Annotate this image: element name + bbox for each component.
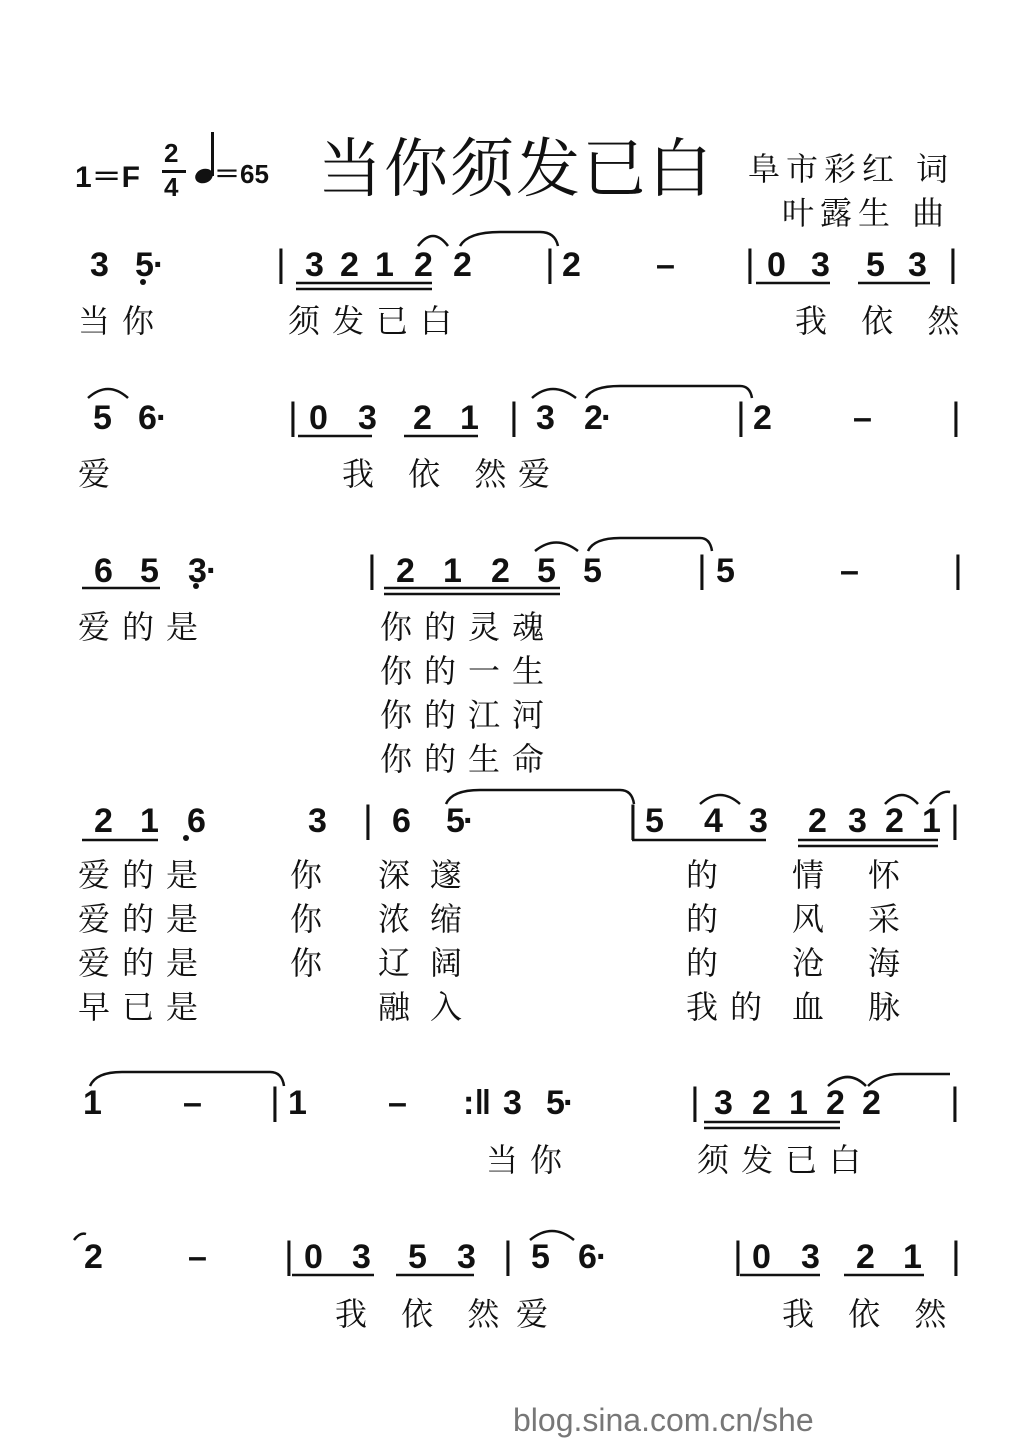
chorus-lyric-3-2: 辽 <box>378 944 423 982</box>
watermark: blog.sina.com.cn/she <box>513 1402 814 1438</box>
bar-line-r2-8: | <box>509 396 519 438</box>
chorus-lyric-4-0: 早已是 <box>78 988 211 1026</box>
tempo-marking: ＝65 <box>214 159 269 189</box>
note-r3-9: 5 <box>583 552 602 590</box>
note-r4-7: · <box>463 802 475 840</box>
note-r4-11: 3 <box>749 802 768 840</box>
note-r1-16: 3 <box>908 246 927 284</box>
note-r3-2: 3 <box>188 552 207 590</box>
note-r2-0: 5 <box>93 399 112 437</box>
note-r5-11: 2 <box>752 1084 771 1122</box>
note-r3-0: 6 <box>94 552 113 590</box>
note-r6-10: · <box>596 1238 608 1276</box>
note-r2-7: 1 <box>460 399 479 437</box>
note-r4-12: 2 <box>808 802 827 840</box>
note-r5-13: 2 <box>826 1084 845 1122</box>
chorus-lyric-2-5: 风 <box>792 900 837 938</box>
chorus-lyric-1-3: 邃 <box>430 856 475 894</box>
bar-line-r1-12: | <box>745 243 755 285</box>
note-r2-5: 3 <box>358 399 377 437</box>
note-r6-0: 2 <box>84 1238 103 1276</box>
bar-line-r2-12: | <box>736 396 746 438</box>
note-r1-0: 3 <box>90 246 109 284</box>
note-r5-4: – <box>388 1084 407 1122</box>
note-r1-15: 5 <box>866 246 885 284</box>
chorus-lyric-4-6: 脉 <box>868 988 913 1026</box>
bar-line-r1-3: | <box>276 243 286 285</box>
lyric-r2-2: 爱 <box>518 455 563 493</box>
note-r4-5: 6 <box>392 802 411 840</box>
note-r2-14: – <box>853 399 872 437</box>
note-r1-7: 2 <box>414 246 433 284</box>
note-r1-2: · <box>153 246 165 284</box>
note-r2-10: 2 <box>584 399 603 437</box>
note-r5-12: 1 <box>789 1084 808 1122</box>
lyric-r2-1: 我 依 然 <box>342 455 519 493</box>
note-r1-6: 1 <box>375 246 394 284</box>
note-r3-5: 2 <box>396 552 415 590</box>
chorus-lyric-2-4: 的 <box>686 900 731 938</box>
note-r1-13: 0 <box>767 246 786 284</box>
verse-line-3: 你的江河 <box>380 696 557 734</box>
chorus-lyric-1-4: 的 <box>686 856 731 894</box>
bar-line-r3-13: | <box>953 549 963 591</box>
chorus-lyric-3-1: 你 <box>290 944 335 982</box>
lyric-r5-1: 须发已白 <box>697 1141 874 1179</box>
note-r4-15: 1 <box>922 802 941 840</box>
note-r1-14: 3 <box>811 246 830 284</box>
time-signature-bottom: 4 <box>164 172 179 202</box>
chorus-lyric-4-3: 入 <box>430 988 475 1026</box>
note-r1-4: 3 <box>305 246 324 284</box>
bar-line-r6-2: | <box>284 1235 294 1277</box>
note-r4-3: 3 <box>308 802 327 840</box>
note-r5-5: :‖ <box>463 1084 492 1122</box>
note-r5-10: 3 <box>714 1084 733 1122</box>
lyric-r1-1: 须发已白 <box>288 302 465 340</box>
note-r6-15: 1 <box>903 1238 922 1276</box>
time-signature-top: 2 <box>164 138 179 168</box>
lyric-r1-0: 当你 <box>78 302 167 340</box>
bar-line-r3-4: | <box>367 549 377 591</box>
chorus-lyric-1-1: 你 <box>290 856 335 894</box>
note-r6-9: 6 <box>578 1238 597 1276</box>
note-r6-1: – <box>188 1238 207 1276</box>
note-r4-6: 5 <box>446 802 465 840</box>
note-r4-14: 2 <box>885 802 904 840</box>
lyric-r5-0: 当你 <box>486 1141 575 1179</box>
bar-line-r4-16: | <box>950 799 960 841</box>
chorus-lyric-2-0: 爱的是 <box>78 900 211 938</box>
lyric-r6-0: 我 依 然 <box>335 1295 512 1333</box>
chorus-lyric-2-2: 浓 <box>378 900 423 938</box>
verse-line-2: 你的一生 <box>380 652 557 690</box>
bar-line-r2-15: | <box>951 396 961 438</box>
verse-line-4: 你的生命 <box>380 740 557 778</box>
note-r2-9: 3 <box>536 399 555 437</box>
note-r6-8: 5 <box>531 1238 550 1276</box>
lyric-r3-1: 你的灵魂 <box>380 608 557 646</box>
lyric-r6-2: 我 依 然 <box>782 1295 959 1333</box>
bar-line-r1-17: | <box>948 243 958 285</box>
bar-line-r5-9: | <box>690 1081 700 1123</box>
note-r3-12: – <box>840 552 859 590</box>
bar-line-r5-2: | <box>270 1081 280 1123</box>
note-r2-4: 0 <box>309 399 328 437</box>
note-r1-11: – <box>656 246 675 284</box>
bar-line-r6-11: | <box>733 1235 743 1277</box>
note-r1-10: 2 <box>562 246 581 284</box>
chorus-lyric-1-0: 爱的是 <box>78 856 211 894</box>
note-r2-6: 2 <box>413 399 432 437</box>
note-r1-8: 2 <box>453 246 472 284</box>
note-r4-2: 6 <box>187 802 206 840</box>
note-r4-13: 3 <box>848 802 867 840</box>
chorus-lyric-2-6: 采 <box>868 900 913 938</box>
note-r4-9: 5 <box>645 802 664 840</box>
chorus-lyric-1-5: 情 <box>792 856 837 894</box>
note-r3-8: 5 <box>537 552 556 590</box>
note-r5-14: 2 <box>862 1084 881 1122</box>
note-r3-11: 5 <box>716 552 735 590</box>
note-r6-13: 3 <box>801 1238 820 1276</box>
note-r2-1: 6 <box>138 399 157 437</box>
chorus-lyric-4-4: 我的 <box>686 988 775 1026</box>
bar-line-r2-3: | <box>288 396 298 438</box>
note-r5-1: – <box>183 1084 202 1122</box>
note-r5-3: 1 <box>288 1084 307 1122</box>
chorus-lyric-3-5: 沧 <box>792 944 837 982</box>
lyric-r6-1: 爱 <box>516 1295 561 1333</box>
lyric-r1-2: 我 依 然 <box>795 302 972 340</box>
note-r2-2: · <box>156 399 168 437</box>
chorus-lyric-1-2: 深 <box>378 856 423 894</box>
note-r4-0: 2 <box>94 802 113 840</box>
chorus-lyric-3-3: 阔 <box>430 944 475 982</box>
note-r2-13: 2 <box>753 399 772 437</box>
note-r3-6: 1 <box>443 552 462 590</box>
bar-line-r1-9: | <box>545 243 555 285</box>
chorus-lyric-2-1: 你 <box>290 900 335 938</box>
chorus-lyric-4-2: 融 <box>378 988 423 1026</box>
composer-credit: 叶露生 曲 <box>782 194 951 232</box>
chorus-lyric-3-6: 海 <box>868 944 913 982</box>
key-signature: 1＝F <box>75 161 141 194</box>
chorus-lyric-2-3: 缩 <box>430 900 475 938</box>
bar-line-r4-8: | <box>628 799 638 841</box>
note-r3-7: 2 <box>491 552 510 590</box>
note-r1-5: 2 <box>340 246 359 284</box>
lyric-r3-0: 爱的是 <box>78 608 211 646</box>
note-r6-14: 2 <box>856 1238 875 1276</box>
note-r5-8: · <box>563 1084 575 1122</box>
note-r6-5: 5 <box>408 1238 427 1276</box>
bar-line-r6-16: | <box>951 1235 961 1277</box>
lyricist-credit: 阜市彩红 词 <box>748 150 955 188</box>
note-r6-12: 0 <box>752 1238 771 1276</box>
note-r3-1: 5 <box>140 552 159 590</box>
lyric-r2-0: 爱 <box>78 455 123 493</box>
chorus-lyric-1-6: 怀 <box>868 856 913 894</box>
note-r4-10: 4 <box>704 802 723 840</box>
note-r6-4: 3 <box>352 1238 371 1276</box>
note-r2-11: · <box>601 399 613 437</box>
note-r3-3: · <box>206 552 218 590</box>
note-r5-7: 5 <box>546 1084 565 1122</box>
note-r5-6: 3 <box>503 1084 522 1122</box>
note-r6-3: 0 <box>304 1238 323 1276</box>
bar-line-r3-10: | <box>697 549 707 591</box>
note-r4-1: 1 <box>140 802 159 840</box>
bar-line-r6-7: | <box>503 1235 513 1277</box>
chorus-lyric-3-4: 的 <box>686 944 731 982</box>
note-r5-0: 1 <box>83 1084 102 1122</box>
note-r6-6: 3 <box>457 1238 476 1276</box>
note-r1-1: 5 <box>135 246 154 284</box>
song-title: 当你须发已白 <box>318 133 714 207</box>
bar-line-r5-15: | <box>950 1081 960 1123</box>
chorus-lyric-3-0: 爱的是 <box>78 944 211 982</box>
chorus-lyric-4-5: 血 <box>792 988 837 1026</box>
bar-line-r4-4: | <box>363 799 373 841</box>
